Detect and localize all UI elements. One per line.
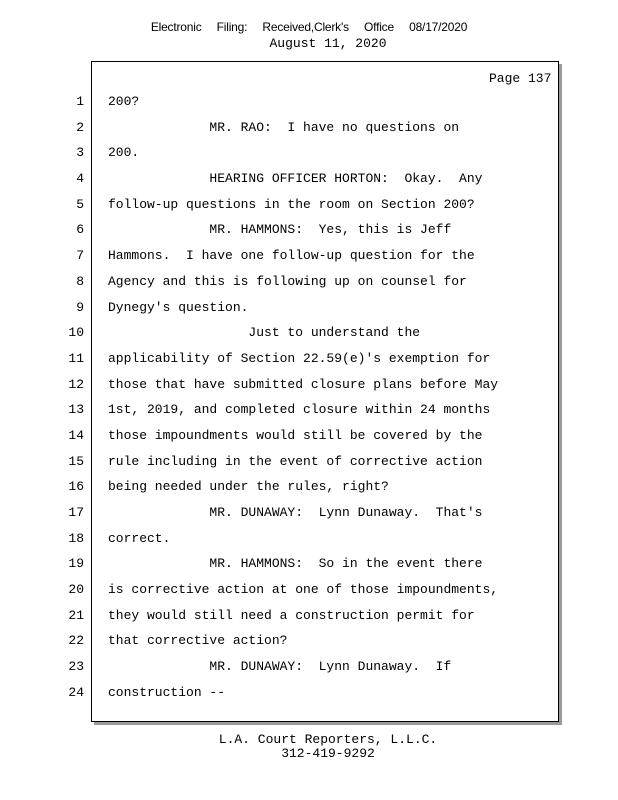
line-number: 3 (76, 145, 84, 161)
transcript-line (0, 475, 618, 501)
transcript-line (0, 450, 618, 476)
line-number: 19 (68, 556, 84, 572)
line-number: 2 (76, 119, 84, 135)
transcript-line (0, 578, 618, 604)
line-text: applicability of Section 22.59(e)'s exemption for (108, 350, 491, 366)
line-text: MR. DUNAWAY: Lynn Dunaway. That's (108, 505, 483, 520)
line-text: MR. RAO: I have no questions on (108, 119, 460, 135)
transcript-line (0, 90, 618, 116)
transcript-line (0, 116, 618, 142)
transcript-line (0, 321, 618, 347)
page-number: Page 137 (489, 71, 552, 86)
line-text: MR. HAMMONS: So in the event there (108, 556, 483, 572)
line-number: 18 (68, 530, 84, 546)
filing-word: Filing: (216, 20, 248, 34)
line-text: they would still need a construction permit for (108, 607, 475, 623)
transcript-line (0, 244, 618, 270)
filing-word: Received,Clerk's (262, 20, 349, 34)
line-number: 9 (76, 299, 84, 315)
line-text: that corrective action? (108, 633, 288, 649)
line-number: 13 (68, 402, 84, 418)
hearing-date: August 11, 2020 (269, 36, 387, 51)
line-text: HEARING OFFICER HORTON: Okay. Any (108, 171, 483, 187)
filing-stamp (0, 20, 618, 34)
line-number: 5 (76, 196, 84, 212)
line-number: 24 (68, 684, 84, 700)
transcript-line (0, 167, 618, 193)
line-text: Just to understand the (108, 325, 421, 341)
transcript-line (0, 296, 618, 322)
transcript-line (0, 552, 618, 578)
line-number: 11 (68, 350, 84, 366)
transcript-line (0, 501, 618, 527)
line-text: MR. HAMMONS: Yes, this is Jeff (108, 222, 452, 238)
transcript-line (0, 655, 618, 681)
transcript-line (0, 604, 618, 630)
line-text: follow-up questions in the room on Section 200? (108, 196, 475, 212)
line-number: 15 (68, 453, 84, 469)
line-text: 200. (108, 145, 140, 161)
line-text: Agency and this is following up on counsel for (108, 273, 467, 289)
line-text: those that have submitted closure plans before May (108, 376, 499, 392)
transcript-line (0, 527, 618, 553)
line-number: 23 (68, 659, 84, 675)
transcript-lines (0, 90, 618, 707)
line-number: 16 (68, 479, 84, 495)
line-number: 7 (76, 248, 84, 264)
line-number: 20 (68, 582, 84, 598)
line-text: rule including in the event of corrective action (108, 453, 483, 469)
line-text: being needed under the rules, right? (108, 479, 389, 495)
line-number: 1 (76, 94, 84, 109)
line-text: Dynegy's question. (108, 299, 249, 315)
footer (0, 733, 618, 761)
transcript-line (0, 270, 618, 296)
transcript-line (0, 424, 618, 450)
transcript-line (0, 681, 618, 707)
line-number: 10 (68, 325, 84, 341)
line-number: 22 (68, 633, 84, 649)
filing-word: 08/17/2020 (409, 20, 468, 34)
transcript-line (0, 398, 618, 424)
line-text: Hammons. I have one follow-up question for the (108, 248, 475, 264)
line-text: 200? (108, 94, 140, 109)
line-text: correct. (108, 530, 171, 546)
line-number: 4 (76, 171, 84, 187)
transcript-line (0, 347, 618, 373)
transcript-line (0, 373, 618, 399)
transcript-line (0, 218, 618, 244)
line-number: 6 (76, 222, 84, 238)
line-text: is corrective action at one of those impoundments, (108, 582, 499, 598)
filing-word: Office (364, 20, 394, 34)
line-number: 14 (68, 427, 84, 443)
transcript-line (0, 141, 618, 167)
line-number: 8 (76, 273, 84, 289)
transcript-line (0, 193, 618, 219)
line-text: MR. DUNAWAY: Lynn Dunaway. If (108, 659, 452, 675)
line-text: those impoundments would still be covered by the (108, 427, 483, 443)
line-number: 21 (68, 607, 84, 623)
line-text: 1st, 2019, and completed closure within 24 months (108, 402, 491, 418)
filing-word: Electronic (150, 20, 202, 34)
reporter-company: L.A. Court Reporters, L.L.C. (218, 732, 438, 747)
transcript-line (0, 629, 618, 655)
line-number: 17 (68, 505, 84, 520)
line-number: 12 (68, 376, 84, 392)
line-text: construction -- (108, 684, 226, 700)
reporter-phone: 312-419-9292 (281, 746, 375, 761)
